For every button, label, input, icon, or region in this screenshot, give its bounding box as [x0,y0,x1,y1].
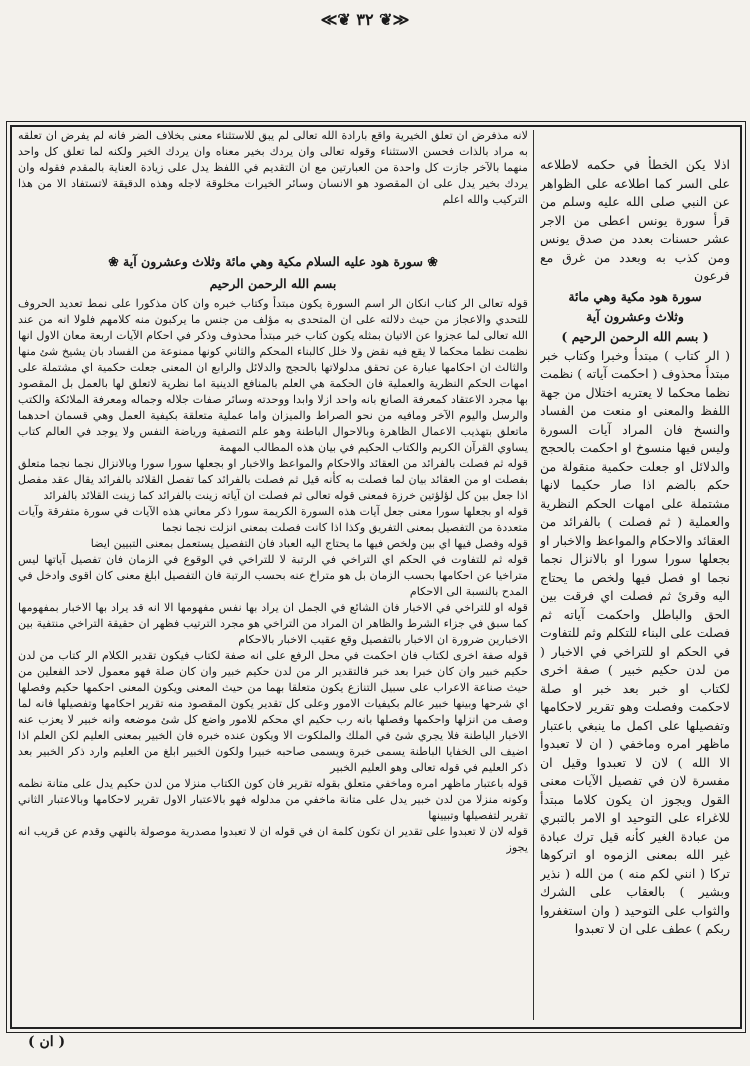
commentary-paragraph: قوله او بجعلها سورا معنى جعل آيات هذه السورة الكريمة سورا ذكر معاني هذه الآيات في سورة متفرقة وآيات متعددة من التفصيل بمعنى التفريق وكذا اذا كانت فصلت بمعنى انزلت نجما نجما [18,505,528,534]
main-top-continuation: لانه مذفرض ان تعلق الخيرية واقع بارادة الله تعالى لم يبق للاستثناء معنى بخلاف الضر فانه لم يفرض ان تعلقه به مراد بالذات فحسن الاستثناء وقوله تعالى وان يردك بخير معناه وان يردك الخير ولكنه لما تعلق كل واحد منهما بالآخر جازت كل واحدة من العبارتين مع ان التقديم في اللفظ يدل على زيادة العناية بالمقدم فقوله وان يردك بخير يدل على ان المقصود هو الانسان وسائر الخيرات مخلوقة لاجله وهذه الدقيقة لاتستفاد الا من هذا التركيب والله اعلم [18,129,528,206]
side-column [540,156,730,1006]
commentary-paragraph: قوله ثم للتفاوت في الحكم اي التراخي في الرتبة لا للتراخي في الوقوع في الزمان فان تفصيل آياتها ليس متراخيا عن احكامها بحسب الزمان بل هو متراخ عنه بحسب الرتبة فان التفصيل ابلغ معنى كان اقوى وادخل في المدح بالنسبة الى الاحكام [18,553,528,598]
commentary-paragraph: قوله وفصل فيها اي بين ولخص فيها ما يحتاج اليه العباد فان التفصيل يستعمل بمعنى التبيين ايضا [90,537,528,550]
footer-catchword: ( ان ) [28,1034,66,1050]
column-divider [533,130,534,1020]
surah-heading: ❀ سورة هود عليه السلام مكية وهي مائة وثلاث وعشرون آية ❀ [108,254,438,269]
commentary-paragraph: قوله ثم فصلت بالفرائد من العقائد والاحكام والمواعظ والاخبار او بجعلها سورا سورا وبالانزال نجما نجما متعلق بفصلت او من العقائد بيان لما فصلت به كأنه قيل ثم فصلت بالفرائد كما تفصل القلائد بالفرائد يقال عقد مفصل اذا جعل بين كل لؤلؤتين خرزة فمعنى قوله تعالى ثم فصلت ان آياته زينت بالفرائد كما زينت القلائد بالفرائد [18,457,528,502]
side-surah-heading-count: وثلاث وعشرون آية [586,308,684,324]
commentary-paragraph: قوله باعتبار ماظهر امره وماخفي متعلق بقوله تقرير فان كون الكتاب منزلا من لدن حكيم يدل على متانة نظمه وكونه منزلا من لدن خبير يدل على متانة ماخفي من مدلوله فهو بالاعتبار الاول تقرير لاحكامها وبالاعتبار الثاني تقرير لتفصيلها وتبيينها [18,777,528,822]
commentary-paragraph: قوله لان لا تعبدوا على تقدير ان تكون كلمة ان في قوله ان لا تعبدوا مصدرية موصولة بالنهي وقدم عن قريب انه يجوز [18,825,528,854]
side-surah-heading: سورة هود مكية وهي مائة [568,288,702,304]
basmala: بسم الله الرحمن الرحيم [209,276,337,291]
side-basmala: ( بسم الله الرحمن الرحيم ) [561,328,709,344]
side-body: ( الر كتاب ) مبتدأ وخبرا وكتاب خبر مبتدأ محذوف ( احكمت آياته ) نظمت نظما محكما لا يعتريه اختلال من جهة اللفظ والمعنى او منعت من الفساد والنسخ فان المراد آيات السورة وليس فيها منسوخ او احكمت بالحجج والدلائل او جعلت حكمية منقولة من حكم بالضم اذا صار حكيما لانها مشتملة على امهات الحكم النظرية والعملية ( ثم فصلت ) بالفرائد من العقائد والاحكام والمواعظ والاخبار او بجعلها سورا سورا او بالانزال نجما نجما او فصل فيها ولخص ما يحتاج اليه وقرئ ثم فصلت اي فرقت بين الحق والباطل واحكمت آياته ثم فصلت على البناء للتكلم وثم للتفاوت في الحكم او للتراخي في الاخبار ( من لدن حكيم خبير ) صفة اخرى لكتاب او خبر بعد خبر او صلة لاحكمت وفصلت وهو تقرير لاحكامها وتفصيلها على اكمل ما ينبغي باعتبار ماظهر امره وماخفي ( ان لا تعبدوا الا الله ) لان لا تعبدوا وقيل ان مفسرة لان في تفصيل الآيات معنى القول ويجوز ان يكون كلاما مبتدأ للاغراء على التوحيد او الامر بالتبري من عبادة الغير كأنه قيل ترك عبادة غير الله بمعنى الزموه او اتركوها تركا ( انني لكم منه ) من الله ( نذير وبشير ) بالعقاب على الشرك والثواب على التوحيد ( وان استغفروا ربكم ) عطف على ان لا تعبدوا [540,347,730,936]
commentary-paragraph: قوله او للتراخي في الاخبار فان الشائع في الجمل ان يراد بها نفس مفهومها الا انه قد يراد بها الاخبار بمفهومها كما سبق في جزاء الشرط والظاهر ان المراد من التراخي هو مجرد الترتيب فظهر ان حقيقة التراخي منتفية بين الاخبارين ضرورة ان الاخبار بالتفصيل وقع عقيب الاخبار بالاحكام [18,601,528,646]
commentary-paragraph: قوله صفة اخرى لكتاب فان احكمت في محل الرفع على انه صفة لكتاب فيكون تقدير الكلام الر كتاب من لدن حكيم خبير وان كان خبرا بعد خبر فالتقدير الر من لدن حكيم خبير وان كان صلة فهو معمول لاحد الفعلين من حيث صناعة الاعراب على سبيل التنازع يكون متعلقا بهما من حيث المعنى ويكون المعنى احكمها حكيم وفصلها اي شرحها وبينها خبير عالم بكيفيات الامور وعلى كل تقدير يكون المقصود منه تقرير احكامها وتفصيلها فانه لما وصف من انزلها واحكمها وفصلها بانه رب حكيم اي محكم للامور واضع كل شئ موضعه وانه خبير لا يعزب عنه الاخبار الباطنة فلا يجري شئ في الملك والملكوت الا ويكون عنده خبره فان الخبير بمعنى العليم لكن العلم اذا اضيف الى الخفايا الباطنة يسمى خبرة ويسمى صاحبه خبيرا ولكون الخبير ابلغ من العليم وارد ذكر الخبير بعد ذكر العليم في قوله تعالى وهو العليم الخبير [18,649,528,774]
page-number: ≪❦ ٣٢ ❦≫ [320,10,410,29]
main-column [18,250,528,1020]
commentary-paragraph: قوله تعالى الر كتاب انكان الر اسم السورة يكون مبتدأ وكتاب خبره وان كان مذكورا على نمط تعديد الحروف للتحدي والاعجاز من حيث دلالته على ان المتحدى به مؤلف من جنس ما يركبون منه كلامهم فلولا انه من عند الله تعالى لما عجزوا عن الاتيان بمثله يكون كتاب خبر مبتدأ محذوف وذكر في احكام الآيات اربعة معان الاول انها نظمت نظما محكما لا يقع فيه نقض ولا خلل كالبناء المحكم والثاني كونها ممنوعة من الفساد بان يشيخ شئ منها والثالث ان احكامها عبارة عن تحقق مدلولاتها بالحجج والدلائل والرابع ان المعنى جعلت حكمية اي مشتملة على امهات الحكم النظرية والعملية فان الحكمة هي العلم بالمنافع الدينية اما نظرية لاتعلق لها بالعمل بل المقصود بها مجرد الاعتقاد كمعرفة الصانع بانه واحد ازلا وابدا ووحدته وسائر صفات جلاله وجماله ومعرفة الملائكة والكتب والرسل واليوم الآخر ومافيه من نحو الصراط والميزان واما عملية متعلقة بكيفية العمل وهي قسمان احدهما ماتعلق بتهذيب الاعمال الظاهرة وبالاحوال الباطنة وهو علم التصفية ورياضة النفس ولا يوجد في العالم كتاب يساوي القرآن الكريم والكتاب الحكيم في بيان هذه المطالب المهمة [18,297,528,454]
side-top-text: اذلا يكن الخطأ في حكمه لاطلاعه على السر كما اطلاعه على الظواهر عن النبي صلى الله عليه وسلم من قرأ سورة يونس اعطى من الاجر عشر حسنات بعدد من صدق يونس ومن كذب به وبعدد من غرق مع فرعون [540,157,730,283]
